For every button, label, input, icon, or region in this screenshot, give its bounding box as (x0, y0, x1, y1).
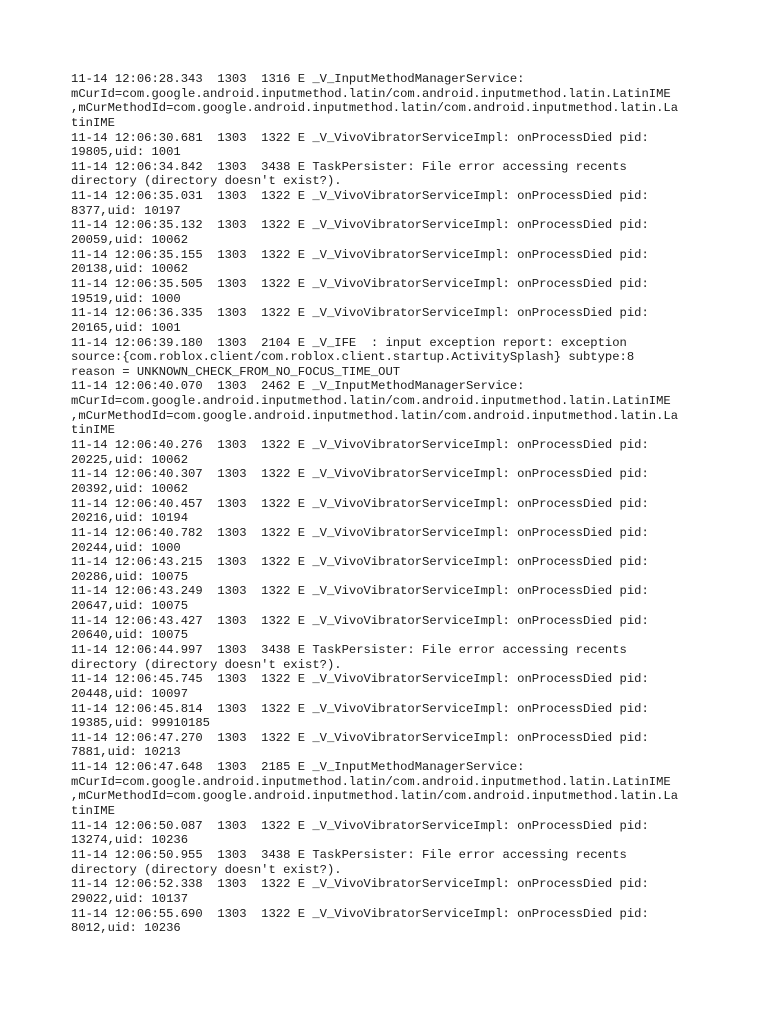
log-line: 20647,uid: 10075 (71, 599, 189, 614)
log-line: tinIME (71, 423, 115, 438)
log-line: 20448,uid: 10097 (71, 686, 189, 701)
log-line: 11-14 12:06:30.681 1303 1322 E _V_VivoVibratorServiceImpl: onProcessDied pid: (71, 130, 649, 145)
log-line: 8377,uid: 10197 (71, 203, 181, 218)
log-line: mCurId=com.google.android.inputmethod.latin/com.android.inputmethod.latin.LatinIME (71, 774, 671, 789)
log-line: 7881,uid: 10213 (71, 745, 181, 760)
log-line: 20165,uid: 1001 (71, 320, 181, 335)
log-line: 20640,uid: 10075 (71, 628, 189, 643)
log-line: 11-14 12:06:43.215 1303 1322 E _V_VivoVibratorServiceImpl: onProcessDied pid: (71, 555, 649, 570)
log-line: 8012,uid: 10236 (71, 921, 181, 936)
log-line: 11-14 12:06:50.955 1303 3438 E TaskPersister: File error accessing recents (71, 847, 627, 862)
log-line: mCurId=com.google.android.inputmethod.latin/com.android.inputmethod.latin.LatinIME (71, 86, 671, 101)
log-line: ,mCurMethodId=com.google.android.inputmethod.latin/com.android.inputmethod.latin.La (71, 408, 679, 423)
log-line: reason = UNKNOWN_CHECK_FROM_NO_FOCUS_TIME_OUT (71, 364, 401, 379)
log-line: 11-14 12:06:43.249 1303 1322 E _V_VivoVibratorServiceImpl: onProcessDied pid: (71, 584, 649, 599)
log-line: 11-14 12:06:28.343 1303 1316 E _V_InputMethodManagerService: (71, 72, 525, 86)
log-line: 11-14 12:06:35.505 1303 1322 E _V_VivoVibratorServiceImpl: onProcessDied pid: (71, 276, 649, 291)
log-line: 19805,uid: 1001 (71, 145, 181, 160)
log-line: source:{com.roblox.client/com.roblox.client.startup.ActivitySplash} subtype:8 (71, 350, 635, 365)
log-line: 11-14 12:06:36.335 1303 1322 E _V_VivoVibratorServiceImpl: onProcessDied pid: (71, 306, 649, 321)
log-line: 20244,uid: 1000 (71, 540, 181, 555)
log-line: 11-14 12:06:44.997 1303 3438 E TaskPersister: File error accessing recents (71, 642, 627, 657)
log-line: 11-14 12:06:45.814 1303 1322 E _V_VivoVibratorServiceImpl: onProcessDied pid: (71, 701, 649, 716)
log-line: 11-14 12:06:40.276 1303 1322 E _V_VivoVibratorServiceImpl: onProcessDied pid: (71, 438, 649, 453)
log-line: directory (directory doesn't exist?). (71, 174, 342, 189)
log-line: 11-14 12:06:35.031 1303 1322 E _V_VivoVibratorServiceImpl: onProcessDied pid: (71, 189, 649, 204)
log-line: 11-14 12:06:52.338 1303 1322 E _V_VivoVibratorServiceImpl: onProcessDied pid: (71, 877, 649, 892)
log-line: 11-14 12:06:35.155 1303 1322 E _V_VivoVibratorServiceImpl: onProcessDied pid: (71, 247, 649, 262)
log-line: 11-14 12:06:39.180 1303 2104 E _V_IFE : input exception report: exception (71, 335, 627, 350)
log-line: 20225,uid: 10062 (71, 452, 189, 467)
log-line: ,mCurMethodId=com.google.android.inputmethod.latin/com.android.inputmethod.latin.La (71, 789, 679, 804)
log-line: 20392,uid: 10062 (71, 481, 189, 496)
log-line: 11-14 12:06:40.307 1303 1322 E _V_VivoVibratorServiceImpl: onProcessDied pid: (71, 467, 649, 482)
log-line: 20216,uid: 10194 (71, 511, 189, 526)
log-line: 11-14 12:06:34.842 1303 3438 E TaskPersister: File error accessing recents (71, 159, 627, 174)
log-text-block (71, 72, 761, 936)
log-line: 11-14 12:06:40.070 1303 2462 E _V_InputMethodManagerService: (71, 379, 525, 394)
log-line: 19519,uid: 1000 (71, 291, 181, 306)
log-line: directory (directory doesn't exist?). (71, 657, 342, 672)
log-line: tinIME (71, 115, 115, 130)
log-line: 20286,uid: 10075 (71, 569, 189, 584)
log-line: 13274,uid: 10236 (71, 833, 189, 848)
log-line: 11-14 12:06:45.745 1303 1322 E _V_VivoVibratorServiceImpl: onProcessDied pid: (71, 672, 649, 687)
log-line: 20059,uid: 10062 (71, 233, 189, 248)
log-line: 19385,uid: 99910185 (71, 716, 210, 731)
log-line: ,mCurMethodId=com.google.android.inputmethod.latin/com.android.inputmethod.latin.La (71, 101, 679, 116)
log-line: directory (directory doesn't exist?). (71, 862, 342, 877)
log-line: 11-14 12:06:47.648 1303 2185 E _V_InputMethodManagerService: (71, 760, 525, 775)
log-line: 11-14 12:06:40.782 1303 1322 E _V_VivoVibratorServiceImpl: onProcessDied pid: (71, 525, 649, 540)
log-line: 11-14 12:06:43.427 1303 1322 E _V_VivoVibratorServiceImpl: onProcessDied pid: (71, 613, 649, 628)
log-line: 11-14 12:06:50.087 1303 1322 E _V_VivoVibratorServiceImpl: onProcessDied pid: (71, 818, 649, 833)
log-line: 11-14 12:06:55.690 1303 1322 E _V_VivoVibratorServiceImpl: onProcessDied pid: (71, 906, 649, 921)
log-line: 11-14 12:06:47.270 1303 1322 E _V_VivoVibratorServiceImpl: onProcessDied pid: (71, 730, 649, 745)
log-line: 11-14 12:06:35.132 1303 1322 E _V_VivoVibratorServiceImpl: onProcessDied pid: (71, 218, 649, 233)
log-line: mCurId=com.google.android.inputmethod.latin/com.android.inputmethod.latin.LatinIME (71, 394, 671, 409)
log-line: 29022,uid: 10137 (71, 891, 189, 906)
log-line: 11-14 12:06:40.457 1303 1322 E _V_VivoVibratorServiceImpl: onProcessDied pid: (71, 496, 649, 511)
log-line: tinIME (71, 804, 115, 819)
log-line: 20138,uid: 10062 (71, 262, 189, 277)
